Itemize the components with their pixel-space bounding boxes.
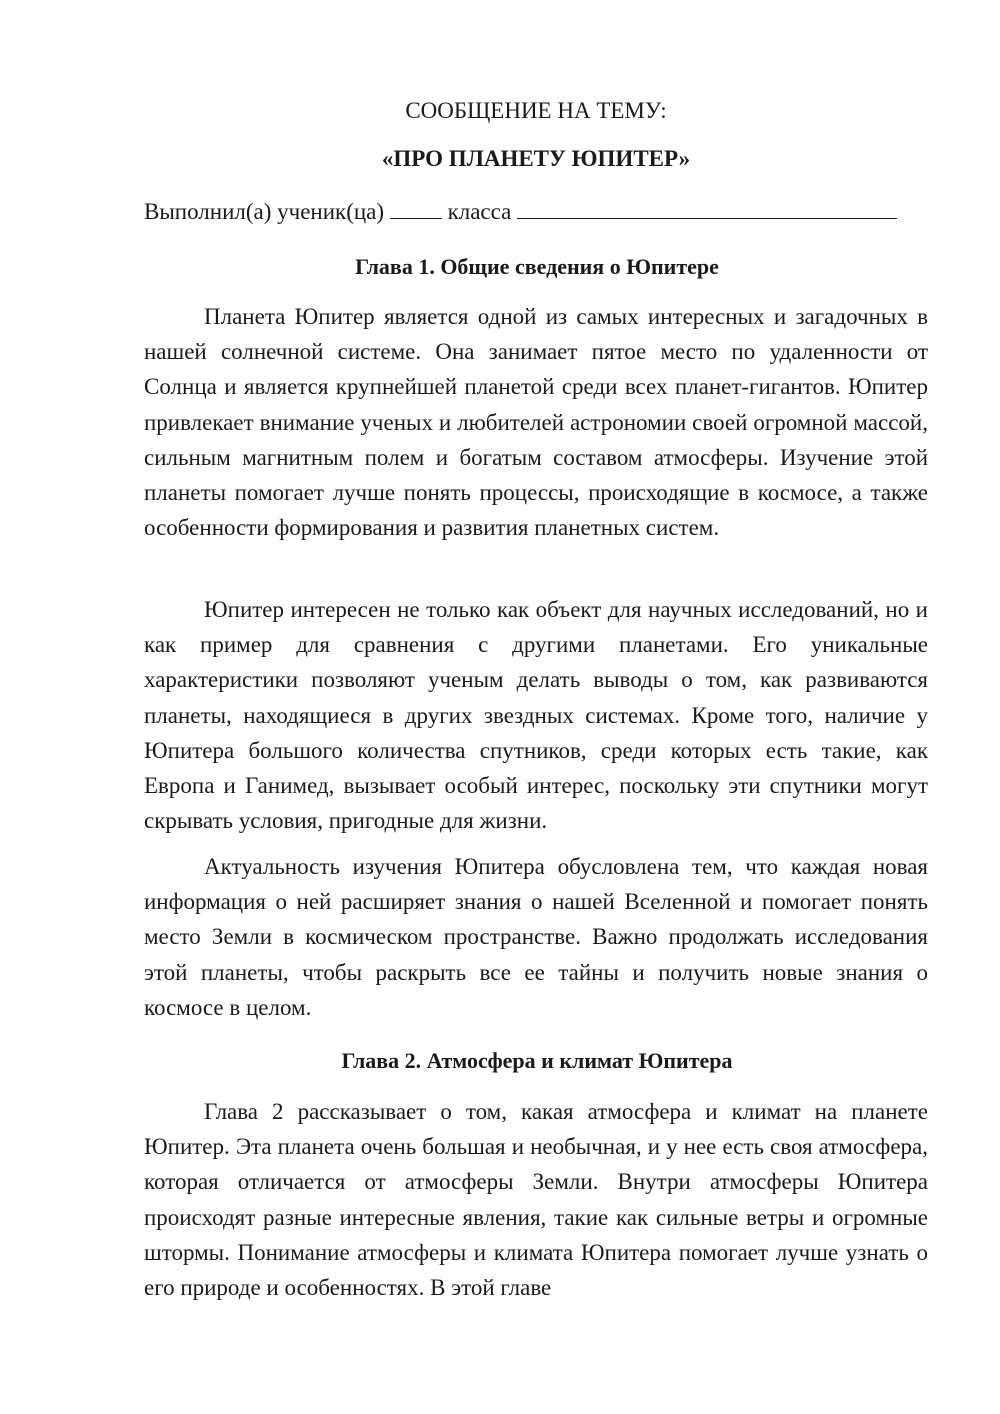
- author-class-label: класса: [447, 199, 512, 224]
- chapter-1-paragraph-1: Планета Юпитер является одной из самых интересных и загадочных в нашей солнечной системе. Она занимает пятое место по удаленности от Солнца и является крупнейшей планетой среди всех планет-гигантов. Юпитер привлекает внимание ученых и любителей астрономии своей огромной массой, сильным магнитным полем и богатым составом атмосферы. Изучение этой планеты помогает лучше понять процессы, происходящие в космосе, а также особенности формирования и развития планетных систем.: [144, 304, 928, 541]
- title-line-1: СООБЩЕНИЕ НА ТЕМУ:: [405, 98, 667, 123]
- author-line: [144, 196, 934, 227]
- title-line-2: «ПРО ПЛАНЕТУ ЮПИТЕР»: [381, 146, 691, 171]
- chapter-1-heading: Глава 1. Общие сведения о Юпитере: [355, 254, 719, 279]
- class-number-blank[interactable]: [390, 196, 442, 219]
- chapter-2-heading: Глава 2. Атмосфера и климат Юпитера: [341, 1048, 733, 1073]
- chapter-2-paragraph-1: Глава 2 рассказывает о том, какая атмосфера и климат на планете Юпитер. Эта планета очень большая и необычная, и у нее есть своя атмосфера, которая отличается от атмосферы Земли. Внутри атмосферы Юпитера происходят разные интересные явления, такие как сильные ветры и огромные штормы. Понимание атмосферы и климата Юпитера помогает лучше узнать о его природе и особенностях. В этой главе: [144, 1099, 928, 1301]
- chapter-1-paragraph-2: Юпитер интересен не только как объект для научных исследований, но и как пример для сравнения с другими планетами. Его уникальные характеристики позволяют ученым делать выводы о том, как развиваются планеты, находящиеся в других звездных системах. Кроме того, наличие у Юпитера большого количества спутников, среди которых есть такие, как Европа и Ганимед, вызывает особый интерес, поскольку эти спутники могут скрывать условия, пригодные для жизни.: [144, 597, 928, 834]
- student-name-blank[interactable]: [517, 196, 897, 219]
- chapter-1-paragraph-3: Актуальность изучения Юпитера обусловлена тем, что каждая новая информация о ней расширяет знания о нашей Вселенной и помогает понять место Земли в космическом пространстве. Важно продолжать исследования этой планеты, чтобы раскрыть все ее тайны и получить новые знания о космосе в целом.: [144, 854, 928, 1020]
- author-prefix: Выполнил(а) ученик(ца): [144, 199, 385, 224]
